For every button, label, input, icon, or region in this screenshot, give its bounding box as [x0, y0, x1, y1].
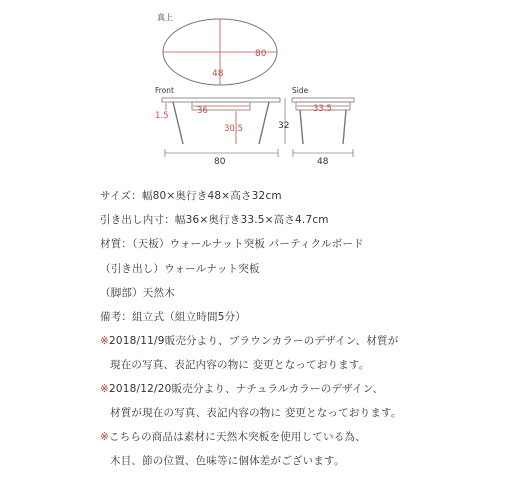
top-width-value: 80: [255, 49, 267, 59]
spec-drawer-size: 引き出し内寸：幅36×奥行き33.5×高さ4.7cm: [100, 214, 329, 226]
side-tabletop: [292, 98, 354, 102]
front-right-leg: [259, 102, 269, 144]
note-3-line-2: 木目、節の位置、色味等に個体差がございます。: [110, 455, 345, 467]
top-view-label: 真上: [157, 13, 173, 22]
front-view-label: Front: [155, 86, 174, 95]
total-height-value: 32: [278, 121, 290, 131]
note-2-line-2: 材質が現在の写真、表記内容の物に 変更となっております。: [110, 407, 402, 419]
top-depth-value: 48: [212, 69, 224, 79]
side-right-leg: [343, 110, 346, 144]
dimension-diagram: [0, 0, 512, 175]
note-1-line-2: 現在の写真、表記内容の物に 変更となっております。: [110, 359, 370, 371]
note-mark: ※: [100, 335, 109, 347]
front-tabletop: [162, 98, 280, 102]
side-left-leg: [300, 110, 303, 144]
spec-material-legs: （脚部）天然木: [100, 287, 175, 299]
leg-inner-height-value: 30.5: [224, 124, 243, 134]
side-view-label: Side: [292, 86, 309, 95]
drawer-height-value: 1.5: [155, 111, 169, 121]
note-text: 2018/12/20販売分より、ナチュラルカラーのデザイン、: [109, 383, 384, 395]
note-text: 2018/11/9販売分より、ブラウンカラーのデザイン、材質が: [109, 335, 399, 347]
note-3-line-1: [100, 429, 366, 444]
front-width-value: 80: [214, 157, 226, 167]
note-1-line-1: [100, 333, 398, 348]
side-drawer-depth-value: 33.5: [313, 104, 332, 114]
spec-material-top: 材質：（天板）ウォールナット突板 パーティクルボード: [100, 238, 364, 250]
front-left-leg: [173, 102, 183, 144]
drawer-width-value: 36: [197, 106, 208, 116]
spec-notes: 備考：組立式（組立時間5分）: [100, 311, 246, 323]
spec-size: サイズ：幅80×奥行き48×高さ32cm: [100, 190, 282, 202]
spec-material-drawer: （引き出し）ウォールナット突板: [100, 263, 260, 275]
note-2-line-1: [100, 381, 383, 396]
note-mark: ※: [100, 383, 109, 395]
side-depth-value: 48: [317, 157, 329, 167]
note-text: こちらの商品は素材に天然木突板を使用している為、: [109, 431, 366, 443]
note-mark: ※: [100, 431, 109, 443]
